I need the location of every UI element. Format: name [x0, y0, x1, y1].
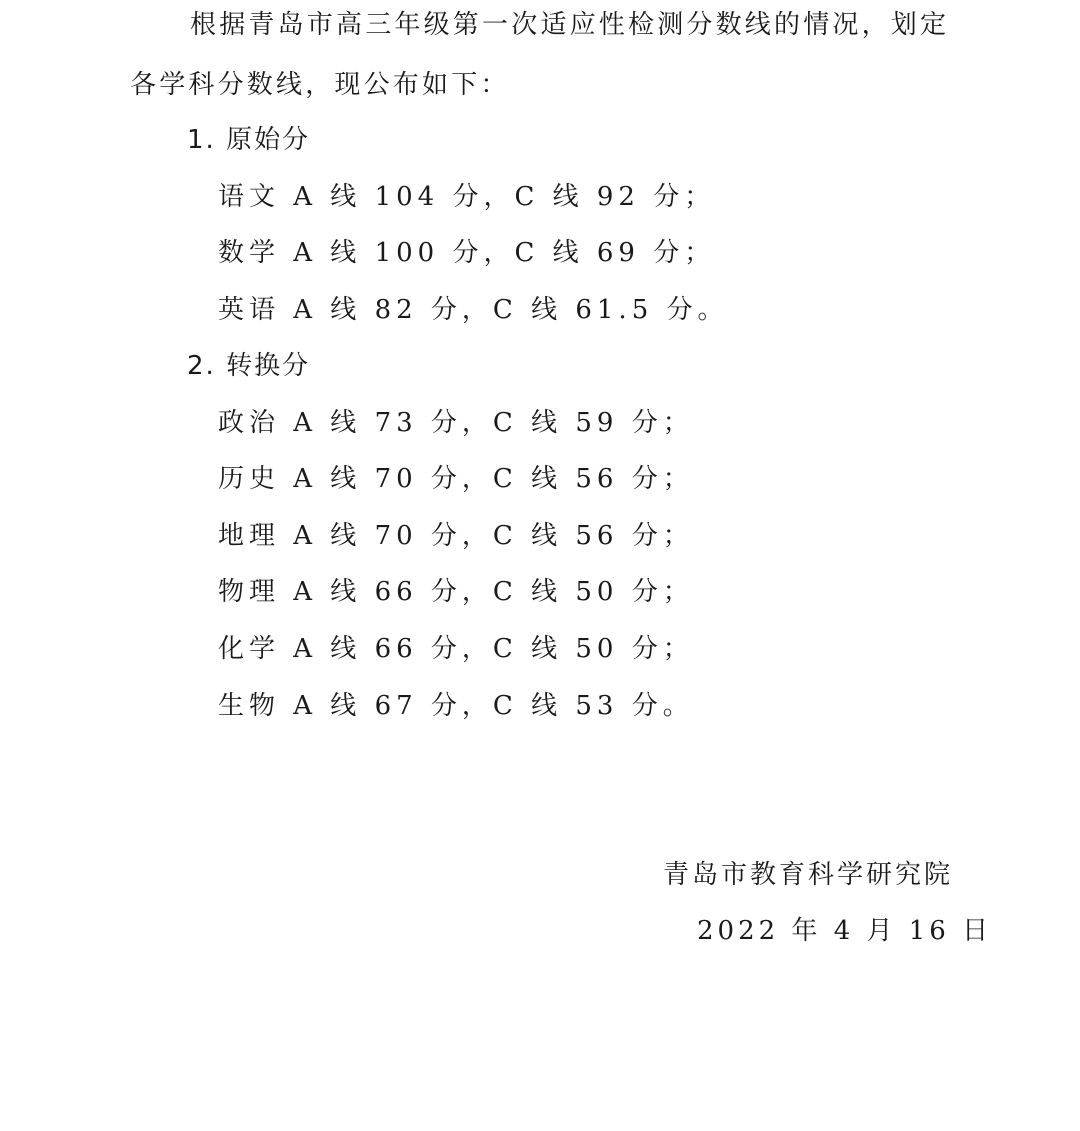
- signature-organization: 青岛市教育科学研究院: [663, 860, 954, 890]
- score-line-history: 历史 A 线 70 分，C 线 56 分；: [218, 464, 694, 494]
- score-line-biology: 生物 A 线 67 分，C 线 53 分。: [218, 691, 694, 721]
- intro-line-1: 根据青岛市高三年级第一次适应性检测分数线的情况，划定: [190, 10, 950, 40]
- section-heading-raw-score: 1. 原始分: [187, 125, 311, 155]
- score-line-physics: 物理 A 线 66 分，C 线 50 分；: [218, 577, 694, 607]
- score-line-geography: 地理 A 线 70 分，C 线 56 分；: [218, 521, 694, 551]
- score-line-politics: 政治 A 线 73 分，C 线 59 分；: [218, 408, 694, 438]
- section-heading-converted-score: 2. 转换分: [187, 351, 311, 381]
- score-line-math: 数学 A 线 100 分，C 线 69 分；: [218, 238, 716, 268]
- signature-date: 2022 年 4 月 16 日: [697, 916, 993, 946]
- score-line-chinese: 语文 A 线 104 分，C 线 92 分；: [218, 182, 716, 212]
- intro-line-2: 各学科分数线，现公布如下：: [130, 70, 510, 100]
- score-line-chemistry: 化学 A 线 66 分，C 线 50 分；: [218, 634, 694, 664]
- score-line-english: 英语 A 线 82 分，C 线 61.5 分。: [218, 295, 729, 325]
